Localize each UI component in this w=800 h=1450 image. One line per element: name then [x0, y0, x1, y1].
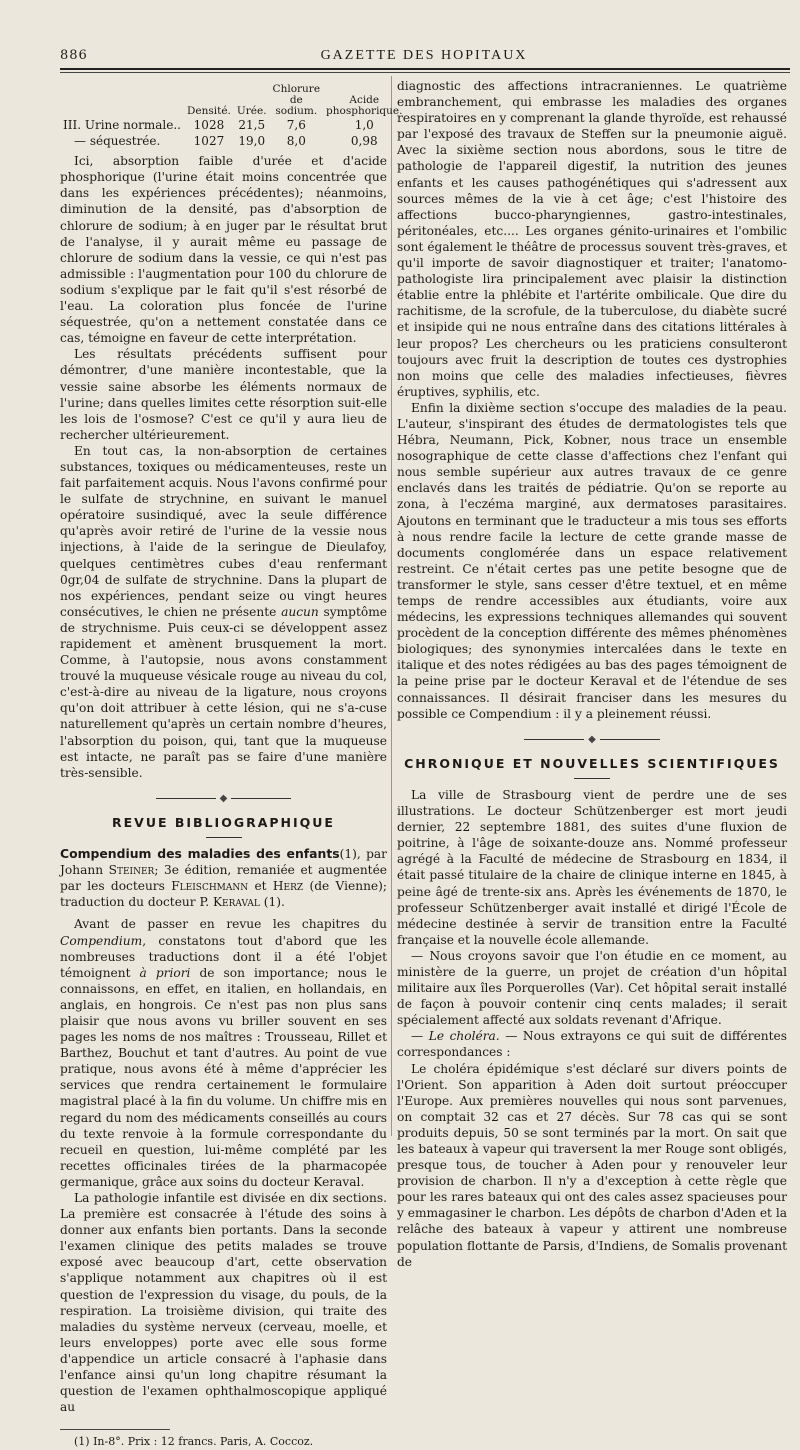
text-run: — Nous extrayons ce qui suit de différentes correspondances : — [397, 1029, 787, 1060]
table-header-cell: Urée. — [236, 105, 267, 117]
text-run: symptôme de strychnisme. Puis ceux-ci se développent assez rapidement et amènent brusquement la mort. Comme, à l'autopsie, nous avons constamment trouvé la muqueuse vésicale rouge au niveau du col, c'est-à-dire au niveau de la ligature, nous croyons qu'on doit attribuer à cette lésion, qui ne s'a-cuse naturellement qu'après un certain nombre d'heures, l'absorption du poison, qui, tant que la muqueuse est intacte, ne paraît pas se faire d'une manière très-sensible. — [60, 604, 387, 780]
emphasis: aucun — [281, 604, 319, 619]
text-run: , constatons tout d'abord que les nombreuses traductions dont il a été l'objet témoignent — [60, 933, 387, 980]
urine-table — [60, 84, 405, 149]
table-cell: 1027 — [193, 134, 225, 149]
table-row — [60, 133, 405, 149]
table-cell: 1,0 — [354, 118, 374, 132]
book-reference — [60, 846, 387, 910]
section-title-chronique: CHRONIQUE ET NOUVELLES SCIENTIFIQUES — [404, 755, 780, 771]
text-run: (1). — [259, 895, 285, 910]
footnote-rule — [60, 1429, 170, 1430]
table-row-label: — séquestrée. — [74, 134, 161, 149]
book-title: Compendium des maladies des enfants — [60, 846, 340, 862]
editor-name: Herz — [272, 879, 304, 894]
header-rule — [60, 68, 790, 70]
paragraph: — Nous croyons savoir que l'on étudie en ce moment, au ministère de la guerre, un projet de création d'un hôpital militaire aux îles Porquerolles (Var). Cet hôpital serait installé de façon à pouvoir contenir cinq cents malades; il serait spécialement affecté aux soldats revenant d'Afrique. — [397, 948, 787, 1028]
table-row-label: III. Urine normale.. — [63, 118, 181, 132]
table-header-cell: Chlorure de sodium. — [272, 83, 321, 117]
paragraph: La ville de Strasbourg vient de perdre une de ses illustrations. Le docteur Schützenberger est mort jeudi dernier, 22 septembre 1881, des suites d'une fluxion de poitrine, à l'âge de soixante-douze ans. Nommé professeur agrégé à la Faculté de médecine de Strasbourg en 1834, il était passé titulaire de la chaire de clinique interne en 1845, à peine âgé de trente-six ans. Après les événements de 1870, le professeur Schützenberger avait installé et dirigé l'École de médecine destinée à servir de transition entre la Faculté française et la nouvelle école allemande. — [397, 787, 787, 947]
paragraph: Les résultats précédents suffisent pour démontrer, d'une manière incontestable, que la vessie saine absorbe les éléments normaux de l'urine; dans quelles limites cette résorption suit-elle les lois de l'osmose? C'est ce qu'il y aura lieu de rechercher ultérieurement. — [60, 347, 387, 442]
emphasis: à priori — [139, 965, 191, 980]
paragraph — [60, 916, 387, 1190]
section-ornament: ◆ — [60, 791, 387, 807]
column-divider — [391, 76, 392, 1136]
text-run: En tout cas, la non-absorption de certaines substances, toxiques ou médicamenteuses, reste un fait parfaitement acquis. Nous l'avons confirmé pour le sulfate de strychnine, en suivant le manuel opératoire susindiqué, avec la seule différence qu'après avoir retiré de l'urine de la vessie nous injections, à l'aide de la seringue de Dieulafoy, quelques centimètres cubes d'eau renfermant 0gr,04 de sulfate de strychnine. Dans la plupart de nos expériences, pendant seize ou vingt heures consécutives, le chien ne présente — [60, 443, 387, 619]
section-title-revue: REVUE BIBLIOGRAPHIQUE — [112, 814, 335, 830]
text-run: ; 3e édition, remaniée et augmentée par les docteurs — [60, 863, 387, 894]
journal-title: GAZETTE DES HOPITAUX — [320, 48, 528, 63]
table-cell: 19,0 — [238, 134, 266, 149]
footnote: (1) In-8°. Prix : 12 francs. Paris, A. Coccoz. — [74, 1435, 314, 1449]
table-cell: 1028 — [193, 118, 225, 132]
table-row — [60, 117, 405, 133]
paragraph: Ici, absorption faible d'urée et d'acide phosphorique (l'urine était moins concentrée que dans les expériences précédentes); néanmoins, diminution de la densité, pas d'absorption de chlorure de sodium; à en juger par le résultat brut de l'analyse, il y aurait même eu passage de chlorure de sodium dans la vessie, ce qui n'est pas admissible : l'augmentation pour 100 du chlorure de sodium s'explique par le fait qu'il s'est résorbé de l'eau. La coloration plus foncée de l'urine séquestrée, qu'on a nettement constatée dans ce cas, témoigne en faveur de cette interprétation. — [60, 154, 387, 346]
table-header-row — [60, 84, 405, 117]
emphasis: Compendium — [60, 933, 143, 948]
page-number: 886 — [60, 48, 88, 63]
table-cell: 0,98 — [350, 134, 378, 149]
author-name: Steiner — [108, 863, 155, 878]
page-header — [58, 44, 790, 66]
text-run: et — [248, 879, 273, 894]
table-cell: 8,0 — [286, 134, 306, 149]
right-column — [397, 78, 787, 1270]
paragraph: Le choléra épidémique s'est déclaré sur divers points de l'Orient. Son apparition à Aden doit surtout préoccuper l'Europe. Aux premières nouvelles qui nous sont parvenues, on comptait 32 cas et 27 décès. Sur 78 cas qui se sont produits depuis, 50 se sont terminés par la mort. On sait que les bateaux à vapeur qui traversent la mer Rouge sont obligés, presque tous, de toucher à Aden pour y renouveler leur provision de charbon. Il n'y a d'exception à cette règle que pour les rares bateaux qui ont des cales assez spacieuses pour y emmagasiner le charbon. Les dépôts de charbon d'Aden et la relâche des bateaux à vapeur y attirent une nombreuse population flottante de Parsis, d'Indiens, de Somalis provenant de — [397, 1061, 787, 1269]
text-run: (de Vienne); traduction du docteur P. — [60, 879, 388, 910]
table-header-label — [60, 84, 184, 117]
translator-name: Keraval — [212, 895, 260, 910]
header-rule-thin — [60, 72, 790, 73]
text-run: (1), par Johann — [60, 847, 388, 878]
table-cell: 21,5 — [238, 118, 266, 132]
paragraph: Enfin la dixième section s'occupe des maladies de la peau. L'auteur, s'inspirant des études de dermatologistes tels que Hébra, Neumann, Pick, Kobner, nous trace un ensemble nosographique de cette classe d'affections chez l'enfant qui nous semble supérieur aux autres travaux de ce genre enclavés dans les traités de pédiatrie. Qu'on se reporte au zona, à l'eczéma marginé, aux dermatoses parasitaires. Ajoutons en terminant que le traducteur a mis tous ses efforts à nous rendre facile la lecture de cette grande masse de documents conglomérée dans un espace relativement restreint. Ce n'était certes pas une petite besogne que de transformer le style, sans cesser d'être textuel, et en même temps de rendre accessibles aux étudiants, voire aux médecins, les expressions techniques allemandes qui souvent procèdent de la conception différente des mêmes phénomènes biologiques; des synonymies intercalées dans le texte en italique et des notes rédigées au bas des pages témoignent de la peine prise par le docteur Keraval et de l'étendue de ses connaissances. Il désirait franciser dans les mesures du possible ce Compendium : il y a pleinement réussi. — [397, 400, 787, 721]
text-run: — — [411, 1029, 429, 1044]
table-header-cell: Acide phosphorique. — [326, 94, 403, 117]
paragraph — [397, 1028, 787, 1060]
emphasis: Le choléra. — [428, 1029, 500, 1044]
editor-name: Fleischmann — [171, 879, 249, 894]
text-run: de son importance; nous le connaissons, en effet, en italien, en hollandais, en anglais, en hongrois. Ce n'est pas non plus sans plaisir que nous avons vu briller souvent en ses pages les noms de nos maîtres : Trousseau, Rillet et Barthez, Bouchut et tant d'autres. Au point de vue pratique, nous avons été à même d'apprécier les services que rendra certainement le formulaire magistral placé à la fin du volume. Un chiffre mis en regard du nom des médicaments conseillés au cours du texte renvoie à la formule correspondante du recueil en question, lui-même complété par les recettes officinales tirées de la pharmacopée germanique, grâce aux soins du docteur Keraval. — [60, 965, 387, 1189]
table-header-cell: Densité. — [186, 105, 231, 117]
table-cell: 7,6 — [286, 118, 306, 132]
text-run: Avant de passer en revue les chapitres du — [74, 917, 387, 932]
paragraph — [60, 443, 387, 781]
short-rule — [574, 778, 610, 779]
paragraph: La pathologie infantile est divisée en dix sections. La première est consacrée à l'étude des soins à donner aux enfants bien portants. Dans la seconde l'examen clinique des petits malades se trouve exposé avec beaucoup d'art, cette observation s'applique notamment aux chapitres où il est question de l'expression du visage, du pouls, de la respiration. La troisième division, qui traite des maladies du système nerveux (cerveau, moelle, et leurs enveloppes) porte avec elle sous forme d'appendice un article consacré à l'aphasie dans l'enfance ainsi qu'un long chapitre résumant la question de l'examen ophthalmoscopique appliqué au — [60, 1191, 387, 1415]
paragraph: diagnostic des affections intracraniennes. Le quatrième embranchement, qui embrasse les maladies des organes respiratoires en y comprenant la glande thyroïde, est rehaussé par l'exposé des travaux de Steffen sur la pneumonie aiguë. Avec la sixième section nous abordons, sous le titre de pathologie de l'appareil digestif, la nutrition des jeunes enfants et les causes pathogénétiques qui s'adressent aux sources mêmes de la vie à cet âge; c'est l'histoire des affections bucco-pharyngiennes, gastro-intestinales, péritonéales, etc.... Les organes génito-urinaires et l'ombilic sont également le théâtre de processus souvent très-graves, et qu'il importe de savoir diagnostiquer et traiter; l'anatomo-pathologiste lira principalement avec plaisir la distinction établie entre la phlébite et l'artérite ombilicale. Que dire du rachitisme, de la scrofule, de la tuberculose, du diabète sucré et insipide qui ne nous entraîne dans des citations littérales à leur propos? Les chercheurs ou les praticiens consulteront toujours avec fruit la description de toutes ces dystrophies non moins que celle des maladies infectieuses, fièvres éruptives, syphilis, etc. — [397, 79, 787, 399]
left-column — [60, 78, 403, 1450]
short-rule — [206, 837, 242, 838]
section-ornament: ◆ — [397, 732, 787, 748]
